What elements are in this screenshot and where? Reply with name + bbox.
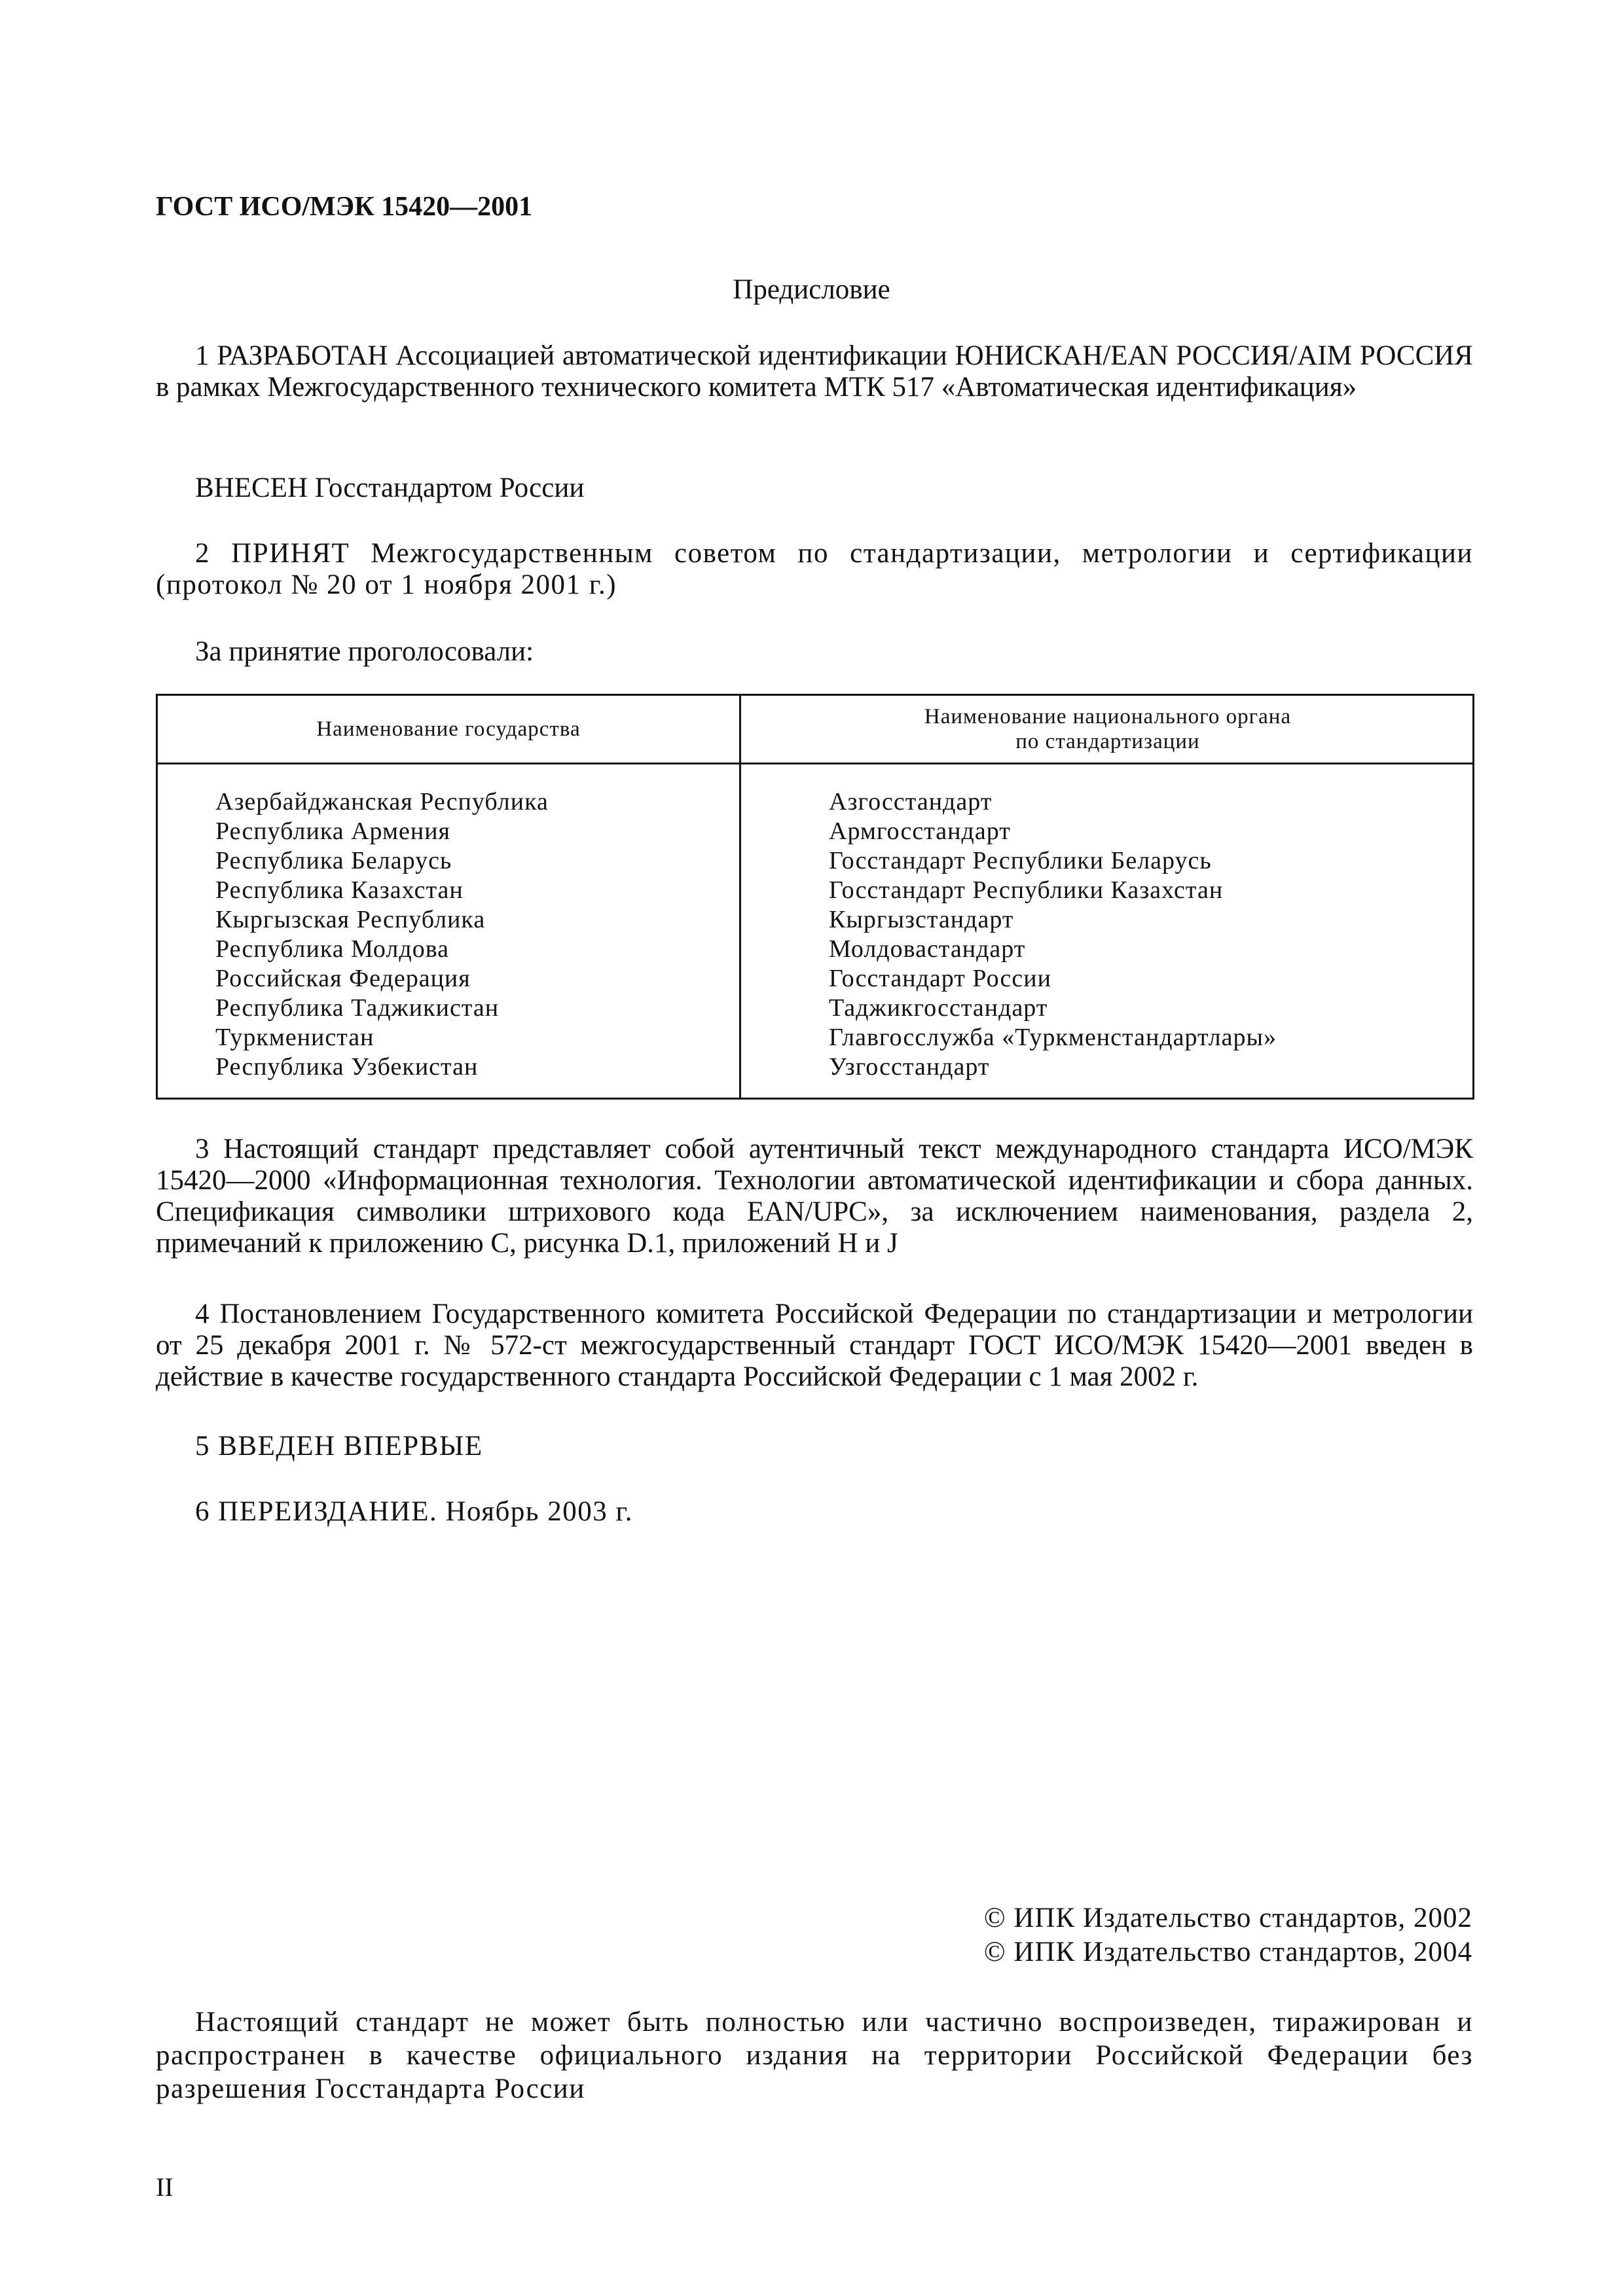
foreword-item-2: 2 ПРИНЯТ Межгосударственным советом по стандартизации, метрологии и сертификации (протокол № 20 от 1 ноября 2001 г.) — [156, 538, 1473, 600]
table-cell-state: Республика Армения — [215, 817, 451, 845]
table-cell-body: Госстандарт России — [829, 965, 1051, 992]
table-column-bodies — [829, 787, 1277, 1082]
table-cell-body: Главгосслужба «Туркменстандартлары» — [829, 1024, 1277, 1051]
table-cell-body: Молдовастандарт — [829, 935, 1026, 963]
reproduction-notice: Настоящий стандарт не может быть полностью или частично воспроизведен, тиражирован и распространен в качестве официального издания на территории Российской Федерации без разрешения Госстандарта России — [156, 2007, 1473, 2104]
foreword-item-6: 6 ПЕРЕИЗДАНИЕ. Ноябрь 2003 г. — [195, 1496, 634, 1527]
table-cell-state: Республика Казахстан — [215, 876, 464, 904]
table-cell-body: Азгосстандарт — [829, 788, 993, 816]
table-column-states — [215, 787, 549, 1082]
foreword-item-1: 1 РАЗРАБОТАН Ассоциацией автоматической идентификации ЮНИСКАН/EAN РОССИЯ/AIM РОССИЯ в рамках Межгосударственного технического комитета МТК 517 «Автоматическая идентификация» — [156, 340, 1473, 403]
table-cell-state: Азербайджанская Республика — [215, 788, 549, 816]
table-header-body: Наименование национального органа по стандартизации — [924, 705, 1292, 753]
table-cell-body: Госстандарт Республики Казахстан — [829, 876, 1224, 904]
table-cell-state: Республика Таджикистан — [215, 994, 500, 1022]
foreword-item-3: 3 Настоящий стандарт представляет собой аутентичный текст международного стандарта ИСО/МЭК 15420—2000 «Информационная технология. Технологии автоматической идентификации и сбора данных. Спецификация символики штрихового кода EAN/UPC», за исключением наименования, раздела 2, примечаний к приложению С, рисунка D.1, приложений H и J — [156, 1134, 1473, 1259]
voted-label: За принятие проголосовали: — [195, 636, 534, 667]
table-cell-state: Кыргызская Республика — [215, 906, 486, 933]
foreword-item-4: 4 Постановлением Государственного комитета Российской Федерации по стандартизации и метрологии от 25 декабря 2001 г. № 572-ст межгосударственный стандарт ГОСТ ИСО/МЭК 15420—2001 введен в действие в качестве государственного стандарта Российской Федерации с 1 мая 2002 г. — [156, 1299, 1473, 1392]
table-cell-body: Узгосстандарт — [829, 1053, 990, 1081]
table-cell-state: Республика Беларусь — [215, 847, 452, 874]
copyright-block — [984, 1901, 1472, 1969]
document-designation: ГОСТ ИСО/МЭК 15420—2001 — [156, 192, 533, 222]
table-cell-state: Российская Федерация — [215, 965, 471, 992]
page-number: II — [156, 2172, 173, 2202]
table-cell-state: Республика Узбекистан — [215, 1053, 479, 1081]
table-cell-state: Республика Молдова — [215, 935, 450, 963]
foreword-introduced: ВНЕСЕН Госстандартом России — [195, 473, 585, 503]
voting-table — [156, 694, 1474, 1100]
foreword-title: Предисловие — [733, 274, 890, 305]
table-cell-body: Таджикгосстандарт — [829, 994, 1048, 1022]
copyright-line: © ИПК Издательство стандартов, 2002 — [983, 1903, 1472, 1933]
table-cell-body: Кыргызстандарт — [829, 906, 1014, 933]
table-cell-body: Госстандарт Республики Беларусь — [829, 847, 1212, 874]
table-cell-body: Армгосстандарт — [829, 817, 1011, 845]
table-cell-state: Туркменистан — [215, 1024, 374, 1051]
table-header-rule — [158, 762, 1472, 764]
table-header-state: Наименование государства — [316, 717, 581, 741]
copyright-line: © ИПК Издательство стандартов, 2004 — [983, 1937, 1472, 1967]
foreword-item-5: 5 ВВЕДЕН ВПЕРВЫЕ — [195, 1431, 483, 1462]
